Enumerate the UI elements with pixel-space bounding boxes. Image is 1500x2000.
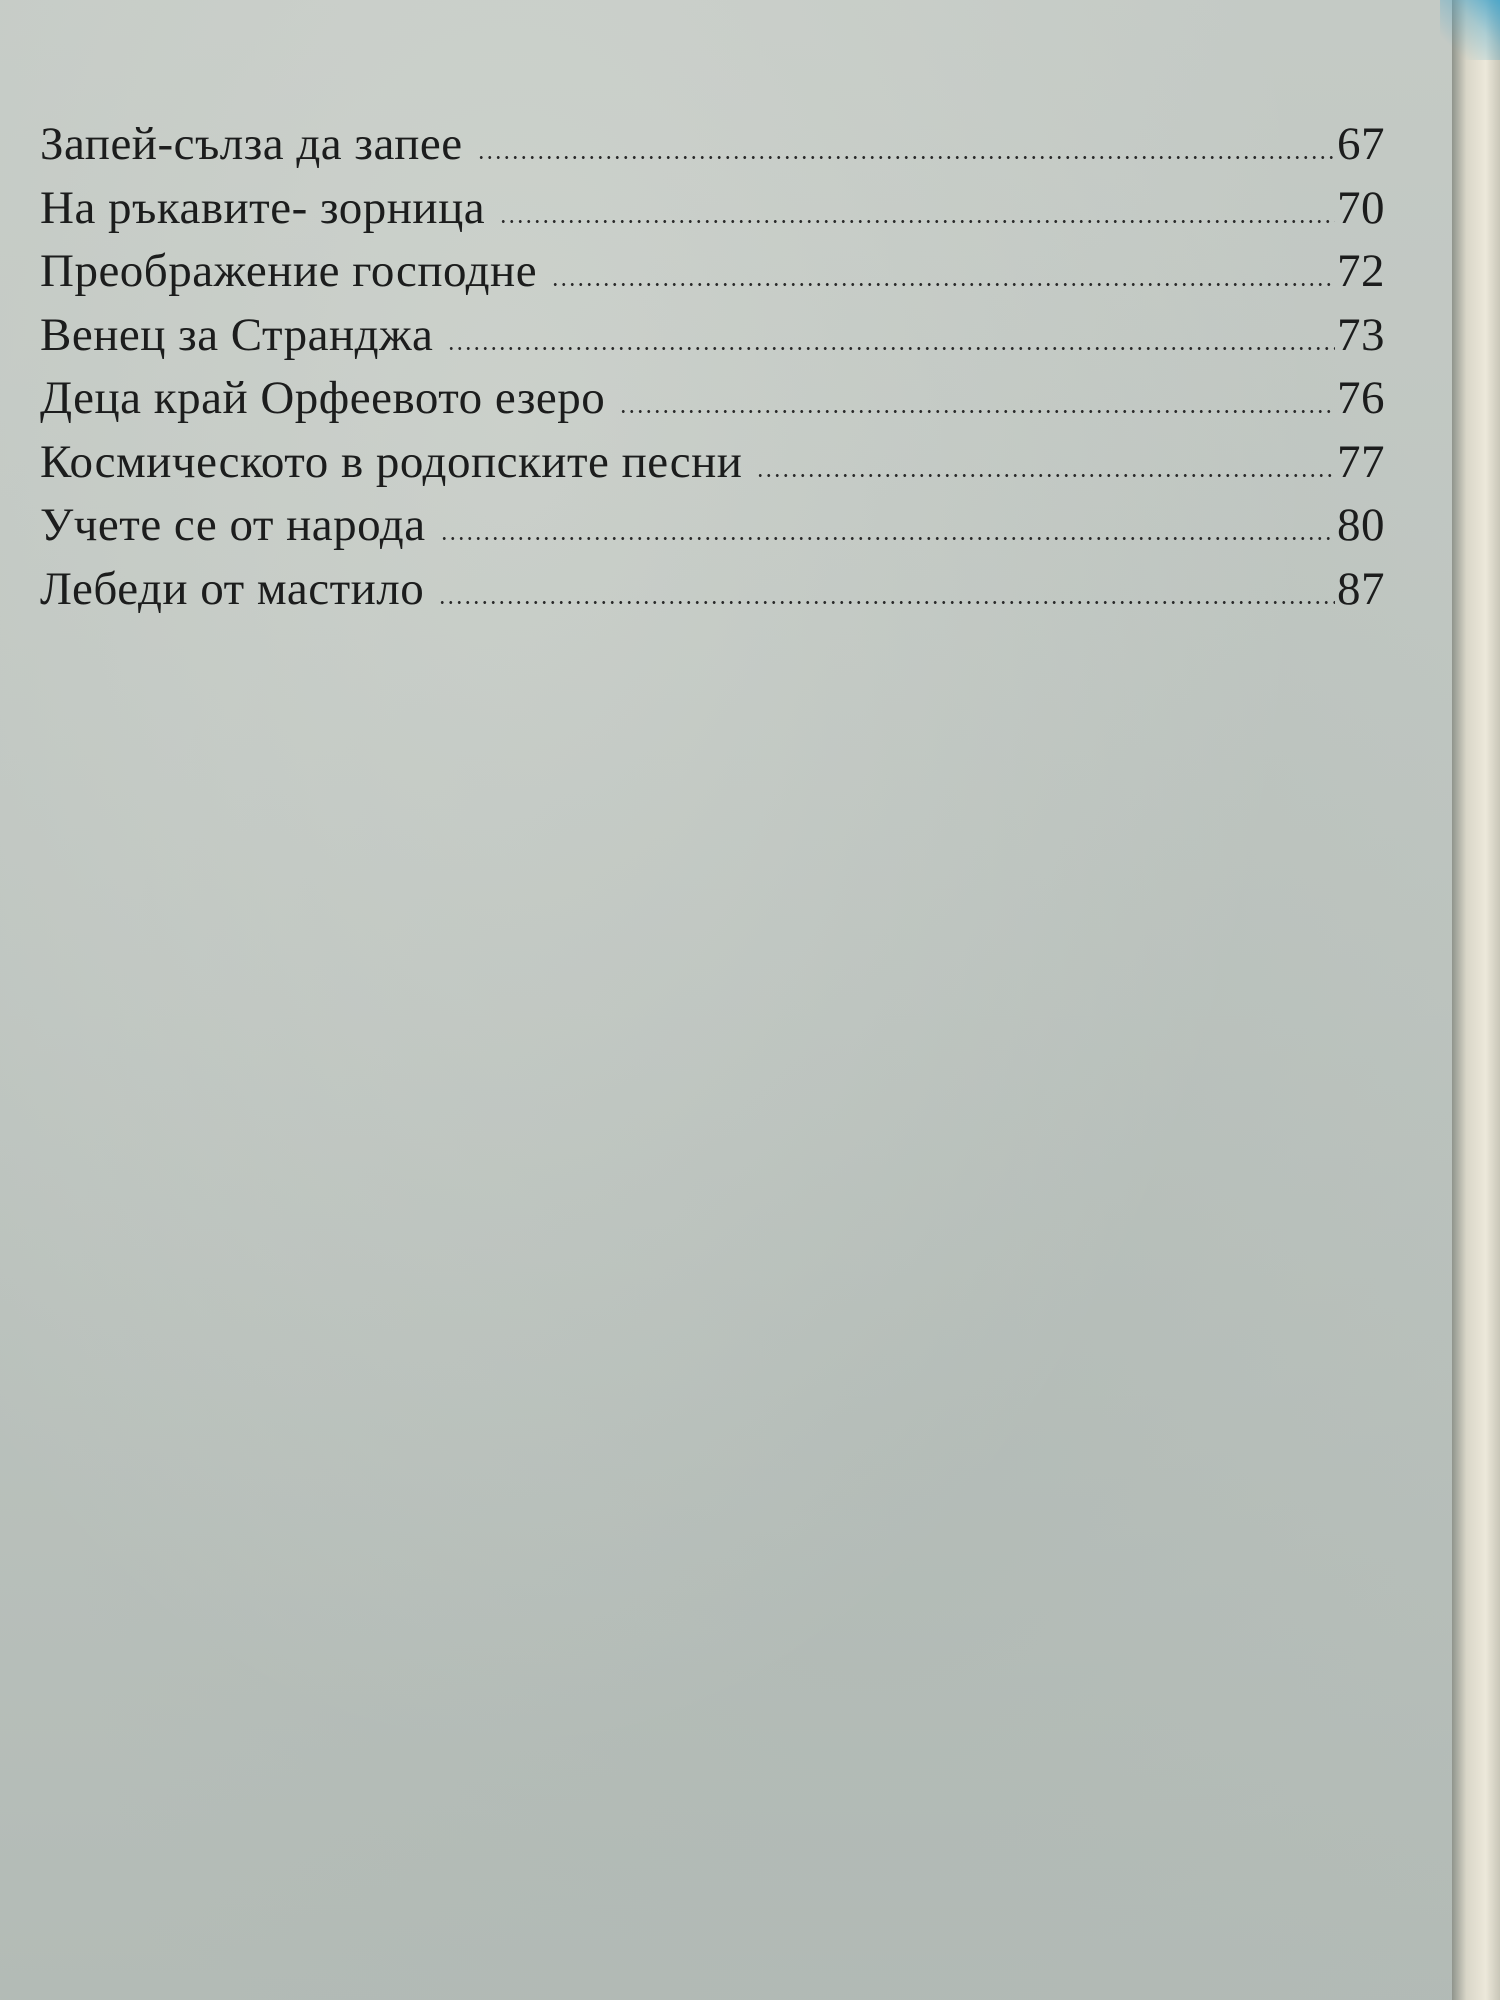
toc-entry-title: Космическото в родопските песни <box>40 435 743 488</box>
toc-entry <box>40 367 1385 431</box>
dot-leader <box>477 156 1335 159</box>
dot-leader <box>756 474 1335 477</box>
toc-entry-page: 76 <box>1337 372 1385 424</box>
toc-entry-page: 77 <box>1337 435 1385 488</box>
dot-leader <box>438 601 1335 604</box>
toc-entry-title: Деца край Орфеевото езеро <box>40 372 606 424</box>
toc-entry-title: Учете се от народа <box>40 499 426 551</box>
background-corner <box>1440 0 1500 60</box>
toc-entry <box>40 304 1385 368</box>
toc-entry <box>40 558 1385 622</box>
toc-entry <box>40 431 1385 495</box>
toc-entry-page: 67 <box>1337 118 1385 170</box>
table-of-contents <box>40 113 1385 621</box>
toc-entry-title: На ръкавите- зорница <box>40 181 486 234</box>
toc-entry <box>40 240 1385 304</box>
toc-entry-page: 73 <box>1337 308 1385 361</box>
page-gutter <box>1452 0 1500 2000</box>
toc-entry-page: 80 <box>1337 499 1385 551</box>
toc-entry <box>40 177 1385 241</box>
dot-leader <box>447 347 1335 350</box>
toc-entry <box>40 113 1385 177</box>
toc-entry-title: Запей-сълза да запее <box>40 118 463 170</box>
dot-leader <box>499 220 1335 223</box>
toc-entry-page: 87 <box>1337 562 1385 615</box>
toc-entry-title: Преображение господне <box>40 245 538 297</box>
toc-entry-title: Венец за Странджа <box>40 308 434 361</box>
toc-entry-page: 70 <box>1337 181 1385 234</box>
dot-leader <box>440 537 1335 540</box>
toc-entry-page: 72 <box>1337 245 1385 297</box>
dot-leader <box>619 410 1335 413</box>
toc-entry <box>40 494 1385 558</box>
toc-entry-title: Лебеди от мастило <box>40 562 425 615</box>
dot-leader <box>551 283 1335 286</box>
